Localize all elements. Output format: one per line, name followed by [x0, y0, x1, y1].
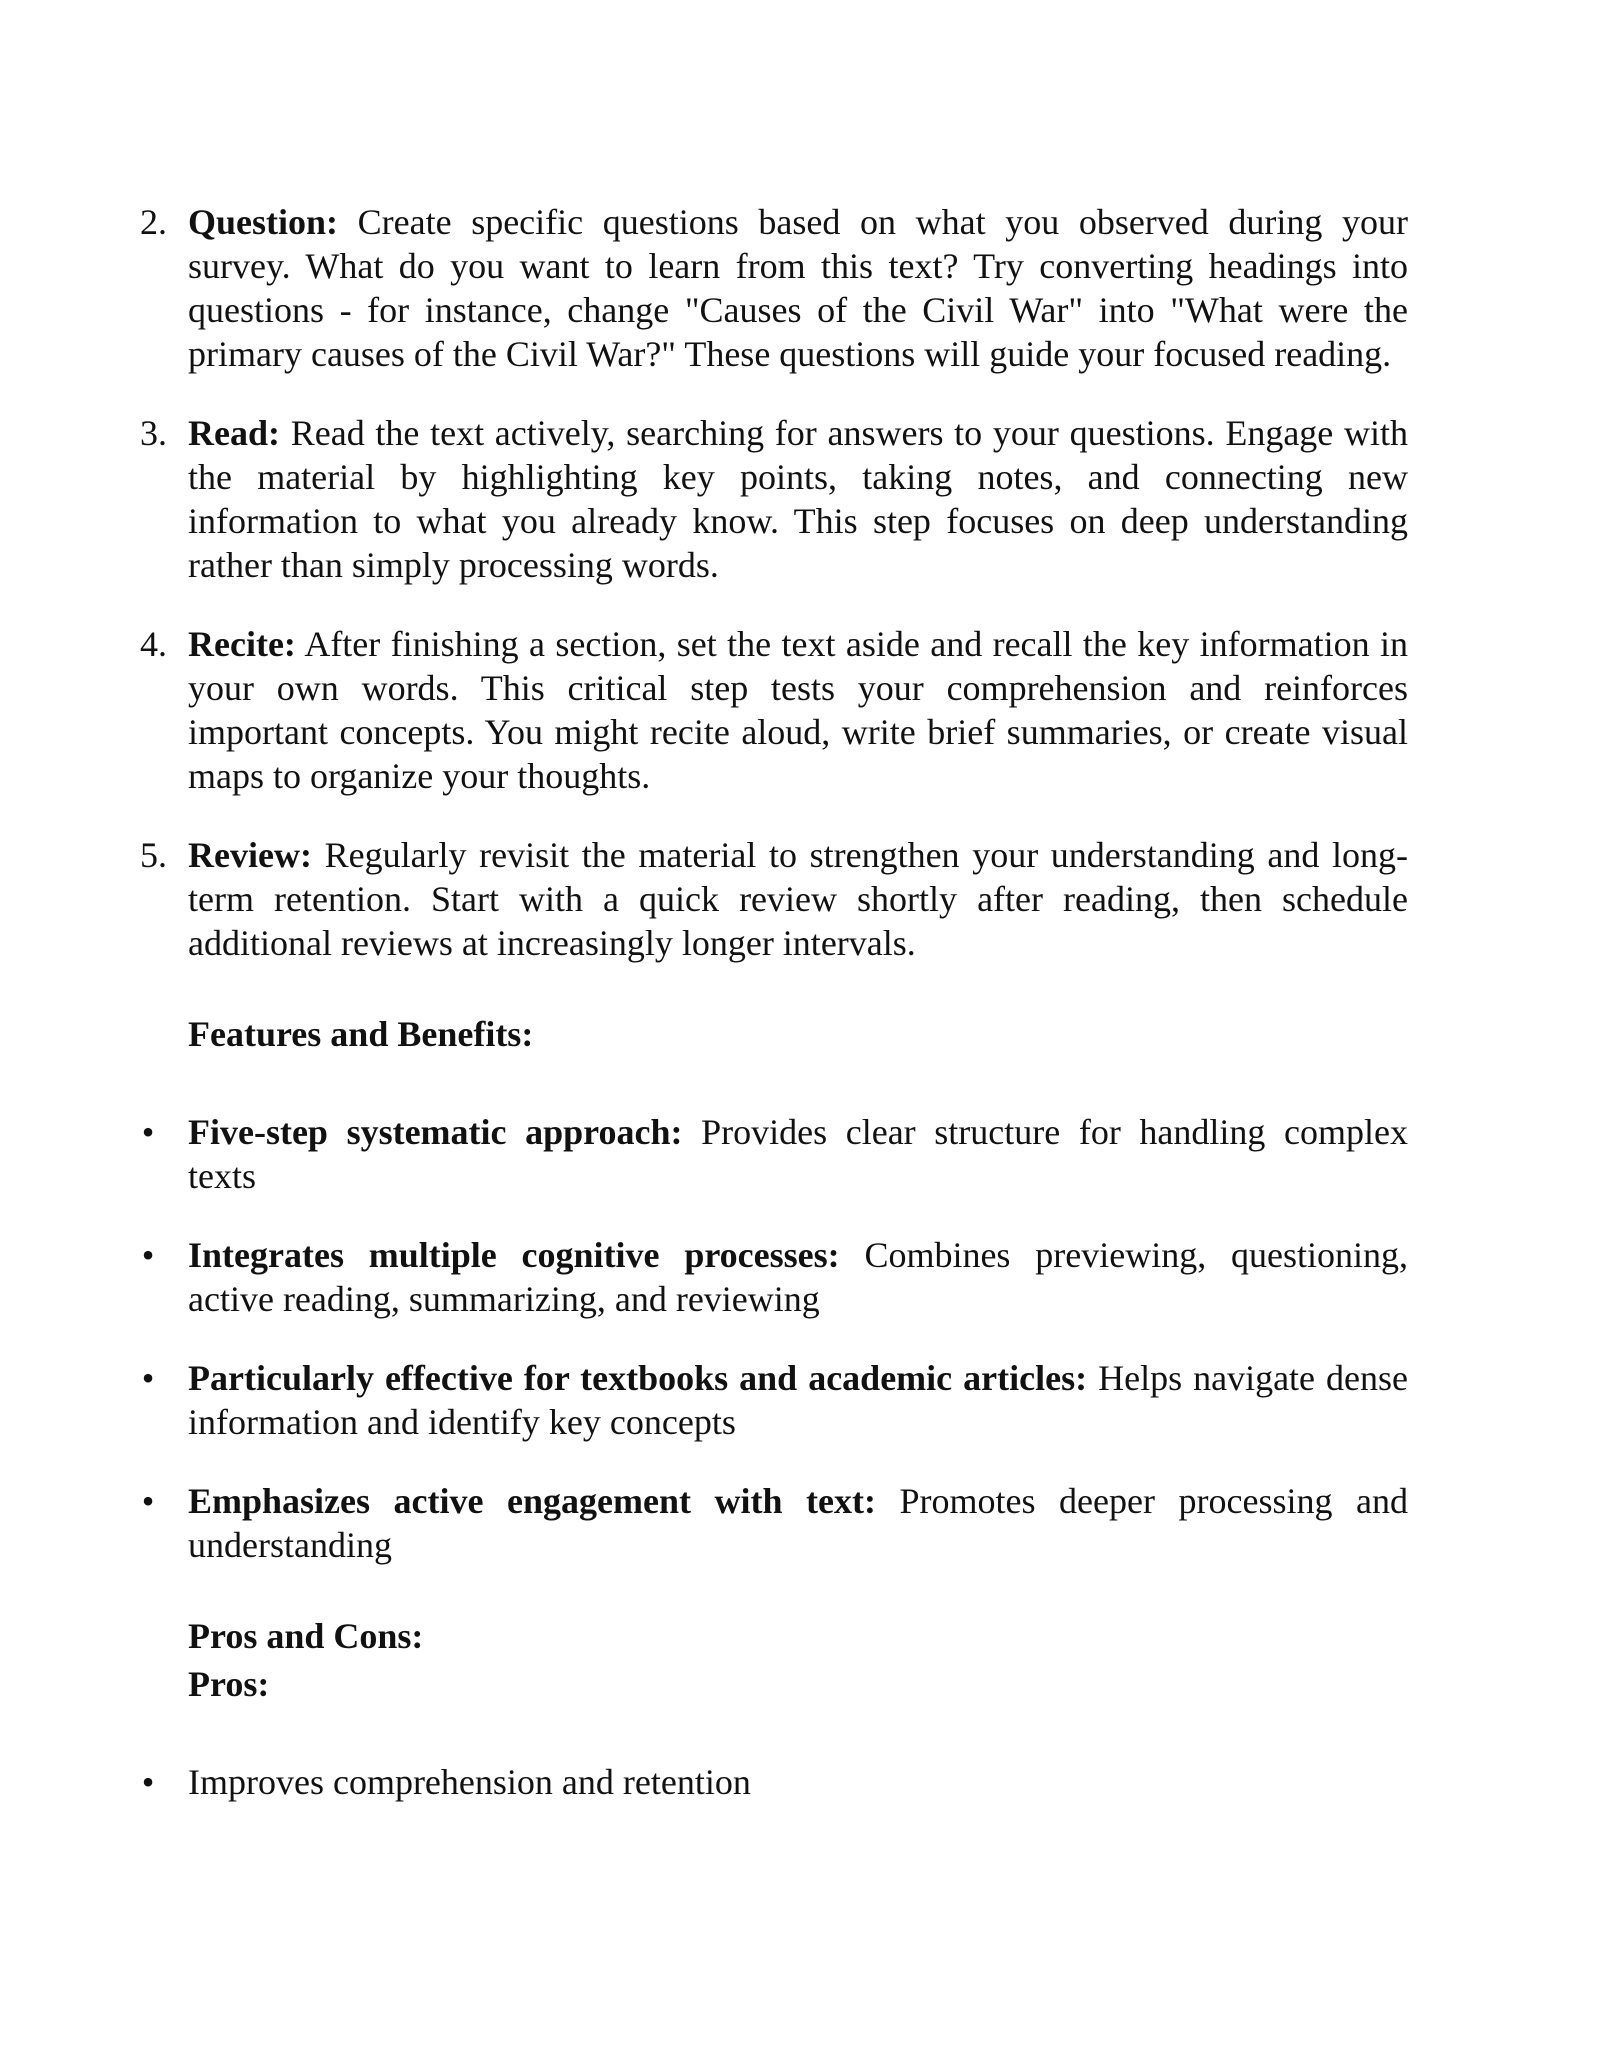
step-term: Question: — [188, 202, 339, 242]
feature-text: Combines previewing, questioning, active reading, summarizing, and reviewing — [188, 1235, 1408, 1319]
pro-text: Improves comprehension and retention — [188, 1762, 751, 1802]
feature-item — [141, 1110, 1408, 1198]
step-item — [140, 200, 1408, 376]
feature-term: Emphasizes active engagement with text: — [188, 1481, 876, 1521]
step-term: Read: — [188, 413, 280, 453]
steps-list — [140, 200, 1408, 965]
bullet-icon: • — [141, 1358, 155, 1398]
step-item — [140, 833, 1408, 965]
feature-text: Provides clear structure for handling complex texts — [188, 1112, 1408, 1196]
page-content — [140, 200, 1408, 1839]
feature-term: Five-step systematic approach: — [188, 1112, 683, 1152]
step-number: 3. — [140, 413, 167, 453]
feature-term: Particularly effective for textbooks and academic articles: — [188, 1358, 1088, 1398]
step-item — [140, 411, 1408, 587]
features-list — [141, 1110, 1408, 1567]
bullet-icon: • — [141, 1762, 155, 1802]
pro-item — [141, 1760, 1408, 1804]
bullet-icon: • — [141, 1481, 155, 1521]
feature-term: Integrates multiple cognitive processes: — [188, 1235, 840, 1275]
pros-cons-heading: Pros and Cons: — [188, 1616, 424, 1656]
step-number: 5. — [140, 835, 167, 875]
step-text: After finishing a section, set the text aside and recall the key information in your own words. This critical step tests your comprehension and reinforces important concepts. You might recite aloud, write brief summaries, or create visual maps to organize your thoughts. — [188, 624, 1408, 796]
bullet-icon: • — [141, 1235, 155, 1275]
step-number: 2. — [140, 202, 167, 242]
step-term: Review: — [188, 835, 312, 875]
step-item — [140, 622, 1408, 798]
step-text: Create specific questions based on what you observed during your survey. What do you want to learn from this text? Try converting headings into questions - for instance, change "Causes of the Civil War" into "What were the primary causes of the Civil War?" These questions will guide your focused reading. — [188, 202, 1408, 374]
bullet-icon: • — [141, 1112, 155, 1152]
feature-text: Promotes deeper processing and understanding — [188, 1481, 1408, 1565]
step-term: Recite: — [188, 624, 296, 664]
feature-item — [141, 1356, 1408, 1444]
pros-list — [141, 1760, 1408, 1804]
feature-item — [141, 1479, 1408, 1567]
feature-item — [141, 1233, 1408, 1321]
features-heading: Features and Benefits: — [188, 1014, 534, 1054]
step-number: 4. — [140, 624, 167, 664]
step-text: Regularly revisit the material to strengthen your understanding and long-term retention. Start with a quick review shortly after reading, then schedule additional reviews at increasingly longer intervals. — [188, 835, 1408, 963]
step-text: Read the text actively, searching for answers to your questions. Engage with the material by highlighting key points, taking notes, and connecting new information to what you already know. This step focuses on deep understanding rather than simply processing words. — [188, 413, 1408, 585]
pros-heading: Pros: — [188, 1664, 270, 1704]
feature-text: Helps navigate dense information and identify key concepts — [188, 1358, 1408, 1442]
